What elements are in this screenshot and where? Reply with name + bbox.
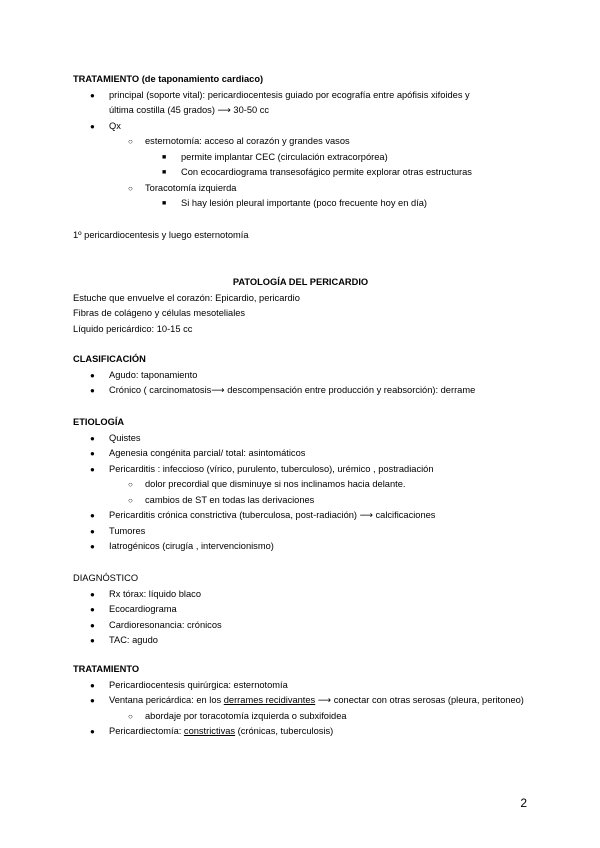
bullet-icon: ● [90, 542, 95, 551]
bullet-icon: ● [90, 526, 95, 536]
bullet-icon: ● [90, 121, 95, 131]
bullet-icon: ● [90, 605, 95, 614]
list-item: ● TAC: agudo [73, 633, 528, 649]
list-item: ● Iatrogénicos (cirugía , intervencionismo) [73, 539, 528, 555]
list-item: ■ Con ecocardiograma transesofágico permite explorar otras estructuras [73, 165, 528, 181]
page-title: PATOLOGÍA DEL PERICARDIO [232, 277, 369, 287]
section-diagnostico [73, 571, 528, 649]
list-item: ○ cambios de ST en todas las derivaciones [73, 493, 528, 509]
list-item: ● Pericardiectomía: constrictivas (crónicas, tuberculosis) [73, 724, 528, 740]
bullet-icon: ● [90, 370, 95, 380]
text-line: Estuche que envuelve el corazón: Epicardio, pericardio [73, 292, 300, 303]
bullet-icon: ● [90, 386, 95, 395]
section-heading: TRATAMIENTO (de taponamiento cardiaco) [73, 74, 264, 84]
list-item: ● Pericardiocentesis quirúrgica: esternotomía [73, 678, 528, 694]
bullet-icon: ● [90, 620, 95, 630]
circle-bullet-icon: ○ [128, 711, 133, 721]
circle-bullet-icon: ○ [128, 137, 133, 146]
bullet-icon: ● [90, 511, 95, 520]
list-item: ○ dolor precordial que disminuye si nos inclinamos hacia delante. [73, 477, 528, 493]
section-heading: TRATAMIENTO [73, 664, 140, 674]
circle-bullet-icon: ○ [128, 480, 133, 489]
section-tratamiento-taponamiento [73, 72, 528, 212]
note-line: 1º pericardiocentesis y luego esternotomía [73, 230, 249, 240]
square-bullet-icon: ■ [162, 169, 167, 176]
bullet-icon: ● [90, 727, 95, 736]
list-item: ● Crónico ( carcinomatosis⟶ descompensación entre producción y reabsorción): derrame [73, 383, 528, 399]
bullet-icon: ● [90, 449, 95, 458]
list-item: ● Agudo: taponamiento [73, 368, 528, 384]
list-item: ● Pericarditis : infeccioso (vírico, purulento, tuberculoso), urémico , postradiación [73, 462, 528, 478]
square-bullet-icon: ■ [162, 200, 167, 207]
list-item: ● Pericarditis crónica constrictiva (tuberculosa, post-radiación) ⟶ calcificaciones [73, 508, 528, 524]
text-line: Líquido pericárdico: 10-15 cc [73, 323, 193, 334]
bullet-icon: ● [90, 636, 95, 645]
square-bullet-icon: ■ [162, 153, 167, 161]
list-item: ● Agenesia congénita parcial/ total: asintomáticos [73, 446, 528, 462]
list-item: ○ abordaje por toracotomía izquierda o subxifoidea [73, 709, 528, 725]
list-item-continuation: última costilla (45 grados) ⟶ 30-50 cc [109, 105, 270, 115]
section-clasificacion [73, 352, 528, 399]
section-heading: CLASIFICACIÓN [73, 354, 146, 364]
bullet-icon: ● [90, 464, 95, 474]
circle-bullet-icon: ○ [128, 183, 133, 193]
section-etiologia [73, 415, 528, 555]
bullet-icon: ● [90, 696, 95, 705]
list-item: ● principal (soporte vital): pericardiocentesis guiado por ecografía entre apófisis xifoides y [73, 88, 528, 104]
list-item: ● Ecocardiograma [73, 602, 528, 618]
list-item: ● Cardioresonancia: crónicos [73, 618, 528, 634]
section-patologia [73, 275, 528, 337]
bullet-icon: ● [90, 680, 95, 690]
section-heading: ETIOLOGÍA [73, 417, 125, 427]
bullet-icon: ● [90, 433, 95, 443]
list-item: ○ esternotomía: acceso al corazón y grandes vasos [73, 134, 528, 150]
list-item: ● Quistes [73, 431, 528, 447]
list-item: ● Ventana pericárdica: en los derrames recidivantes ⟶ conectar con otras serosas (pleura, peritoneo) [73, 693, 528, 709]
section-heading: DIAGNÓSTICO [73, 573, 139, 583]
circle-bullet-icon: ○ [128, 495, 133, 505]
list-item: ■ permite implantar CEC (circulación extracorpórea) [73, 150, 528, 166]
list-item: ○ Toracotomía izquierda [73, 181, 528, 197]
list-item: ● Tumores [73, 524, 528, 540]
text-line: Fibras de colágeno y células mesoteliales [73, 308, 246, 318]
bullet-icon: ● [90, 90, 95, 100]
list-item: ● Qx [73, 119, 528, 135]
bullet-icon: ● [90, 589, 95, 599]
list-item: ● Rx tórax: líquido blaco [73, 587, 528, 603]
page-number: 2 [520, 796, 527, 810]
list-item: ■ Si hay lesión pleural importante (poco frecuente hoy en día) [73, 196, 528, 212]
section-tratamiento [73, 662, 528, 740]
